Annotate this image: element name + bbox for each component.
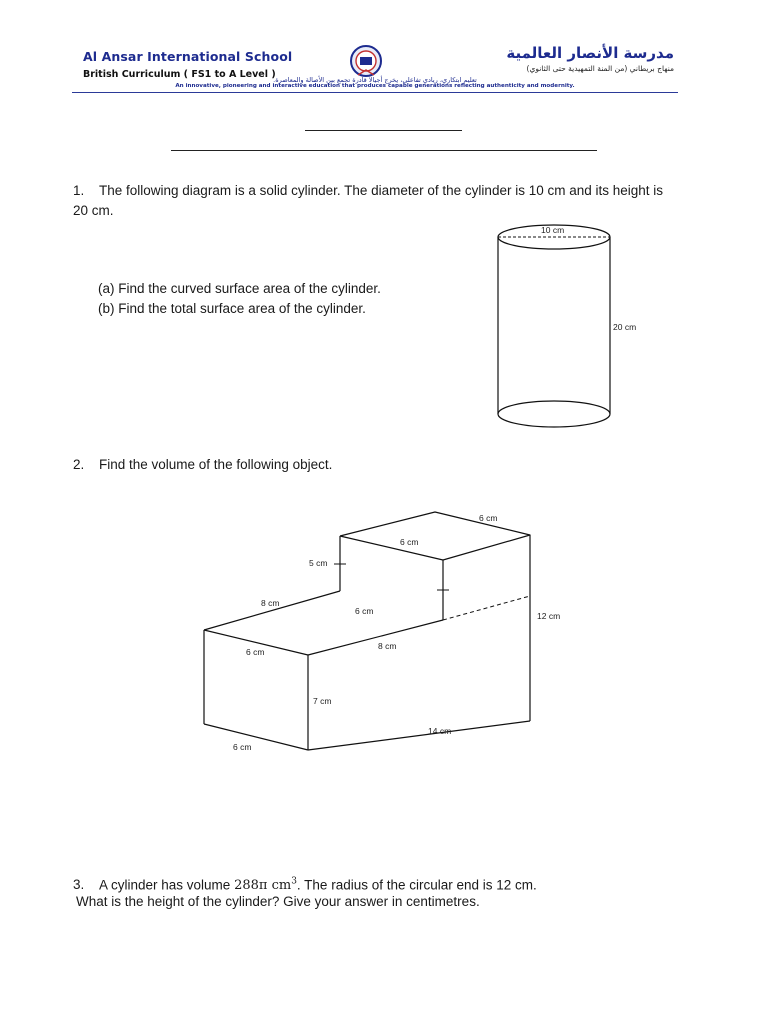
step-height-label: 5 cm bbox=[309, 558, 328, 568]
upper-block-top-face bbox=[340, 512, 530, 560]
base-length-label: 14 cm bbox=[428, 726, 452, 736]
question-2 bbox=[73, 455, 332, 475]
school-name-en: Al Ansar International School bbox=[83, 49, 293, 64]
ledge-length-label: 8 cm bbox=[378, 641, 397, 651]
curriculum-ar: منهاج بريطاني (من المنة التمهيدية حتى الثانوي) bbox=[526, 64, 674, 73]
question-1-part-a: (a) Find the curved surface area of the cylinder. bbox=[98, 281, 381, 296]
question-1-number: 1. bbox=[73, 183, 85, 198]
subtitle-blank-line bbox=[171, 150, 597, 151]
front-height-label: 7 cm bbox=[313, 696, 332, 706]
question-1-text: The following diagram is a solid cylinder. The diameter of the cylinder is 10 cm and its height is 20 cm. bbox=[73, 183, 664, 218]
top-width-label: 6 cm bbox=[400, 537, 419, 547]
cylinder-diameter-label: 10 cm bbox=[541, 225, 565, 235]
lower-top-back-edge bbox=[204, 591, 340, 630]
school-header-right bbox=[506, 44, 674, 73]
base-width-label: 6 cm bbox=[233, 742, 252, 752]
side-bottom-edge bbox=[308, 721, 530, 750]
question-2-text: Find the volume of the following object. bbox=[99, 457, 333, 472]
question-2-number: 2. bbox=[73, 457, 85, 472]
front-top-width-label: 6 cm bbox=[246, 647, 265, 657]
title-blank-line bbox=[305, 130, 462, 131]
question-3-number: 3. bbox=[73, 877, 85, 893]
left-top-depth-label: 8 cm bbox=[261, 598, 280, 608]
curriculum-en: British Curriculum ( FS1 to A Level ) bbox=[83, 69, 276, 80]
front-bottom-edge bbox=[204, 724, 308, 750]
question-1-part-b: (b) Find the total surface area of the cylinder. bbox=[98, 301, 366, 316]
lower-top-front-edges bbox=[204, 620, 443, 655]
top-depth-label: 6 cm bbox=[479, 513, 498, 523]
cylinder-bottom-ellipse bbox=[498, 401, 610, 427]
hidden-edge bbox=[443, 596, 530, 620]
right-height-label: 12 cm bbox=[537, 611, 561, 621]
header-divider bbox=[72, 92, 678, 93]
question-3-text-before: A cylinder has volume bbox=[99, 877, 235, 893]
question-3-volume-exp: 3 bbox=[291, 877, 297, 887]
question-3-volume-expr: 288π cm bbox=[234, 878, 292, 894]
step-width-label: 6 cm bbox=[355, 606, 374, 616]
school-name-ar: مدرسة الأنصار العالمية bbox=[506, 44, 674, 62]
cylinder-height-label: 20 cm bbox=[613, 322, 637, 332]
tagline-en: An innovative, pioneering and interactive education that produces capable generations reflecting authenticity and modernity. bbox=[175, 83, 575, 89]
question-3-line-2: What is the height of the cylinder? Give your answer in centimetres. bbox=[76, 894, 480, 909]
question-1 bbox=[73, 181, 673, 221]
tagline-ar: تعليم ابتكاري، ريادي تفاعلي، يخرج أجيالا قادرة تجمع بين الأصالة والمعاصرة. bbox=[273, 76, 477, 84]
cylinder-top-ellipse bbox=[498, 225, 610, 249]
question-3-text-after: . The radius of the circular end is 12 cm. bbox=[296, 877, 537, 893]
